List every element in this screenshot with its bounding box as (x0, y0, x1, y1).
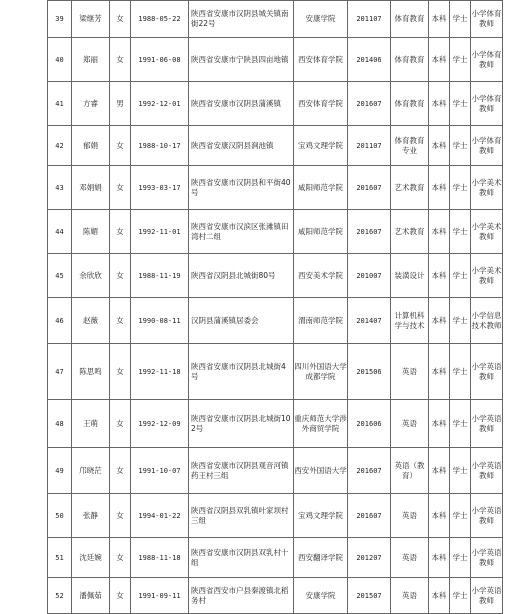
graduation-date-cell: 201406 (348, 38, 391, 82)
gender-cell: 女 (110, 38, 131, 82)
major-cell: 体育教育 (391, 82, 429, 126)
major-cell: 英语 (391, 538, 429, 578)
school-cell: 宝鸡文理学院 (294, 126, 348, 166)
school-cell: 西安体育学院 (294, 82, 348, 126)
position-cell: 小学英语教师 (471, 448, 503, 494)
position-cell: 小学体育教师 (471, 38, 503, 82)
birth-date-cell: 1990-08-11 (131, 298, 189, 344)
address-cell: 陕西省汉阴县双乳镇叶家坝村三组 (189, 494, 294, 538)
gender-cell: 女 (110, 578, 131, 614)
address-cell: 陕西省安康市汉阴县蒲溪镇 (189, 82, 294, 126)
education-level-cell: 本科 (429, 298, 450, 344)
major-cell: 英语（教育） (391, 448, 429, 494)
position-cell: 小学英语教师 (471, 400, 503, 448)
birth-date-cell: 1992-11-01 (131, 210, 189, 254)
school-cell: 西安美术学院 (294, 254, 348, 298)
school-cell: 咸阳师范学院 (294, 210, 348, 254)
name-cell: 赵薇 (72, 298, 110, 344)
position-cell: 小学英语教师 (471, 578, 503, 614)
school-cell: 渭南师范学院 (294, 298, 348, 344)
degree-cell: 学士 (450, 126, 471, 166)
school-cell: 安康学院 (294, 578, 348, 614)
gender-cell: 男 (110, 82, 131, 126)
position-cell: 小学美术教师 (471, 166, 503, 210)
birth-date-cell: 1988-11-19 (131, 254, 189, 298)
row-number-cell: 45 (48, 254, 72, 298)
birth-date-cell: 1988-11-18 (131, 538, 189, 578)
gender-cell: 女 (110, 344, 131, 400)
birth-date-cell: 1992-11-18 (131, 344, 189, 400)
major-cell: 英语 (391, 400, 429, 448)
position-cell: 小学信息技术教师 (471, 298, 503, 344)
birth-date-cell: 1991-09-11 (131, 578, 189, 614)
birth-date-cell: 1991-10-07 (131, 448, 189, 494)
address-cell: 陕西省安康市汉阴县北城街4号 (189, 344, 294, 400)
major-cell: 艺术教育 (391, 210, 429, 254)
school-cell: 宝鸡文理学院 (294, 494, 348, 538)
gender-cell: 女 (110, 1, 131, 38)
address-cell: 陕西省安康市汉阴县北城街102号 (189, 400, 294, 448)
address-cell: 陕西省安康市宁陕县四亩地镇 (189, 38, 294, 82)
education-level-cell: 本科 (429, 494, 450, 538)
education-level-cell: 本科 (429, 344, 450, 400)
education-level-cell: 本科 (429, 166, 450, 210)
name-cell: 王萌 (72, 400, 110, 448)
school-cell: 咸阳师范学院 (294, 166, 348, 210)
name-cell: 梁继芳 (72, 1, 110, 38)
row-number-cell: 39 (48, 1, 72, 38)
row-number-cell: 51 (48, 538, 72, 578)
education-level-cell: 本科 (429, 210, 450, 254)
education-level-cell: 本科 (429, 578, 450, 614)
name-cell: 陈思鸣 (72, 344, 110, 400)
gender-cell: 女 (110, 400, 131, 448)
gender-cell: 女 (110, 166, 131, 210)
major-cell: 英语 (391, 344, 429, 400)
name-cell: 郁娟 (72, 126, 110, 166)
birth-date-cell: 1992-12-01 (131, 82, 189, 126)
name-cell: 邝晓茫 (72, 448, 110, 494)
education-level-cell: 本科 (429, 400, 450, 448)
row-number-cell: 47 (48, 344, 72, 400)
graduation-date-cell: 201607 (348, 166, 391, 210)
position-cell: 小学体育教师 (471, 82, 503, 126)
graduation-date-cell: 201007 (348, 254, 391, 298)
table-row (48, 344, 503, 400)
graduation-date-cell: 201607 (348, 494, 391, 538)
graduation-date-cell: 201107 (348, 126, 391, 166)
birth-date-cell: 1994-01-22 (131, 494, 189, 538)
graduation-date-cell: 201607 (348, 210, 391, 254)
table-row (48, 298, 503, 344)
name-cell: 潘佩茹 (72, 578, 110, 614)
major-cell: 计算机科学与技术 (391, 298, 429, 344)
graduation-date-cell: 201606 (348, 400, 391, 448)
degree-cell: 学士 (450, 538, 471, 578)
position-cell: 小学体育教师 (471, 126, 503, 166)
graduation-date-cell: 201207 (348, 538, 391, 578)
row-number-cell: 52 (48, 578, 72, 614)
major-cell: 英语 (391, 578, 429, 614)
education-level-cell: 本科 (429, 538, 450, 578)
degree-cell: 学士 (450, 578, 471, 614)
major-cell: 体育教育 (391, 38, 429, 82)
row-number-cell: 46 (48, 298, 72, 344)
address-cell: 陕西省安康汉阴县涧池镇 (189, 126, 294, 166)
row-number-cell: 50 (48, 494, 72, 538)
gender-cell: 女 (110, 210, 131, 254)
position-cell: 小学英语教师 (471, 494, 503, 538)
gender-cell: 女 (110, 494, 131, 538)
school-cell: 西安体育学院 (294, 38, 348, 82)
birth-date-cell: 1991-06-08 (131, 38, 189, 82)
table-row (48, 448, 503, 494)
name-cell: 邓娟娟 (72, 166, 110, 210)
school-cell: 西安翻译学院 (294, 538, 348, 578)
address-cell: 陕西省安康市汉阴县双乳村十组 (189, 538, 294, 578)
education-level-cell: 本科 (429, 1, 450, 38)
name-cell: 郑丽 (72, 38, 110, 82)
school-cell: 西安外国语大学 (294, 448, 348, 494)
position-cell: 小学英语教师 (471, 344, 503, 400)
address-cell: 陕西省汉阴县北城街80号 (189, 254, 294, 298)
table-row (48, 578, 503, 614)
gender-cell: 女 (110, 254, 131, 298)
education-level-cell: 本科 (429, 82, 450, 126)
major-cell: 英语 (391, 494, 429, 538)
position-cell: 小学体育教师 (471, 1, 503, 38)
address-cell: 陕西省安康市汉阴县城关镇南街22号 (189, 1, 294, 38)
table-row (48, 38, 503, 82)
birth-date-cell: 1993-03-17 (131, 166, 189, 210)
degree-cell: 学士 (450, 1, 471, 38)
address-cell: 陕西省安康市汉阴县观音河镇药王村三组 (189, 448, 294, 494)
degree-cell: 学士 (450, 210, 471, 254)
row-number-cell: 48 (48, 400, 72, 448)
table-row (48, 538, 503, 578)
address-cell: 陕西省安康市汉阴县和平街40号 (189, 166, 294, 210)
name-cell: 陈媚 (72, 210, 110, 254)
table-row (48, 494, 503, 538)
school-cell: 重庆师范大学涉外商贸学院 (294, 400, 348, 448)
table-row (48, 400, 503, 448)
major-cell: 体育教育 (391, 1, 429, 38)
row-number-cell: 44 (48, 210, 72, 254)
degree-cell: 学士 (450, 166, 471, 210)
table-row (48, 82, 503, 126)
birth-date-cell: 1992-12-09 (131, 400, 189, 448)
table-row (48, 1, 503, 38)
table-row (48, 126, 503, 166)
table-row (48, 166, 503, 210)
gender-cell: 女 (110, 126, 131, 166)
graduation-date-cell: 201407 (348, 298, 391, 344)
row-number-cell: 49 (48, 448, 72, 494)
degree-cell: 学士 (450, 82, 471, 126)
school-cell: 安康学院 (294, 1, 348, 38)
gender-cell: 女 (110, 448, 131, 494)
row-number-cell: 42 (48, 126, 72, 166)
degree-cell: 学士 (450, 494, 471, 538)
education-level-cell: 本科 (429, 254, 450, 298)
applicant-table (47, 0, 503, 614)
birth-date-cell: 1988-05-22 (131, 1, 189, 38)
education-level-cell: 本科 (429, 448, 450, 494)
education-level-cell: 本科 (429, 38, 450, 82)
address-cell: 陕西省安康市汉滨区张滩镇田湾村二组 (189, 210, 294, 254)
birth-date-cell: 1988-10-17 (131, 126, 189, 166)
major-cell: 体育教育专业 (391, 126, 429, 166)
degree-cell: 学士 (450, 400, 471, 448)
table-body (48, 1, 503, 614)
table-row (48, 210, 503, 254)
position-cell: 小学美术教师 (471, 210, 503, 254)
row-number-cell: 41 (48, 82, 72, 126)
degree-cell: 学士 (450, 38, 471, 82)
graduation-date-cell: 201107 (348, 1, 391, 38)
table-row (48, 254, 503, 298)
gender-cell: 女 (110, 298, 131, 344)
degree-cell: 学士 (450, 448, 471, 494)
major-cell: 艺术教育 (391, 166, 429, 210)
major-cell: 装潢设计 (391, 254, 429, 298)
graduation-date-cell: 201607 (348, 82, 391, 126)
graduation-date-cell: 201506 (348, 344, 391, 400)
school-cell: 四川外国语大学成都学院 (294, 344, 348, 400)
name-cell: 余欣欣 (72, 254, 110, 298)
graduation-date-cell: 201607 (348, 448, 391, 494)
education-level-cell: 本科 (429, 126, 450, 166)
row-number-cell: 43 (48, 166, 72, 210)
name-cell: 方睿 (72, 82, 110, 126)
degree-cell: 学士 (450, 298, 471, 344)
address-cell: 汉阴县蒲溪镇居委会 (189, 298, 294, 344)
address-cell: 陕西省西安市户县秦渡镇北稻务村 (189, 578, 294, 614)
position-cell: 小学美术教师 (471, 254, 503, 298)
degree-cell: 学士 (450, 254, 471, 298)
row-number-cell: 40 (48, 38, 72, 82)
name-cell: 张静 (72, 494, 110, 538)
degree-cell: 学士 (450, 344, 471, 400)
position-cell: 小学英语教师 (471, 538, 503, 578)
gender-cell: 女 (110, 538, 131, 578)
name-cell: 沈廷婉 (72, 538, 110, 578)
graduation-date-cell: 201507 (348, 578, 391, 614)
